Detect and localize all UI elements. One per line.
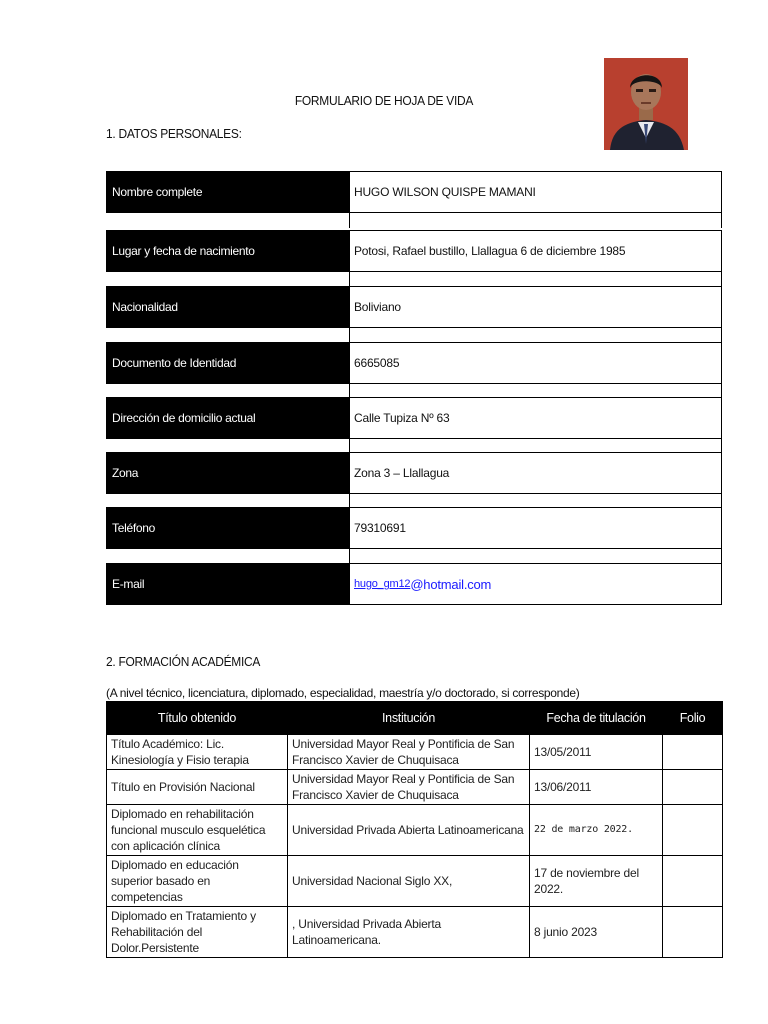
- table-row: [107, 856, 723, 907]
- cell-date: 22 de marzo 2022.: [530, 805, 663, 856]
- cell-date: 8 junio 2023: [530, 907, 663, 958]
- field-value: Calle Tupiza Nº 63: [349, 397, 722, 439]
- row-spacer: [349, 549, 722, 564]
- field-label: Nacionalidad: [106, 286, 349, 328]
- table-row: [107, 770, 723, 805]
- cell-date: 13/05/2011: [530, 735, 663, 770]
- document-title: FORMULARIO DE HOJA DE VIDA: [294, 93, 474, 108]
- cell-date: 13/06/2011: [530, 770, 663, 805]
- field-value: Potosi, Rafael bustillo, Llallagua 6 de diciembre 1985: [349, 230, 722, 272]
- cell-date: 17 de noviembre del 2022.: [530, 856, 663, 907]
- cell-folio: [663, 735, 723, 770]
- cell-folio: [663, 856, 723, 907]
- personal-row-zone: [106, 452, 722, 494]
- table-header-row: [107, 702, 723, 735]
- personal-row-nationality: [106, 286, 722, 328]
- personal-row-address: [106, 397, 722, 439]
- academic-table: [106, 701, 723, 958]
- personal-row-phone: [106, 507, 722, 549]
- cell-institution: Universidad Mayor Real y Pontificia de San Francisco Xavier de Chuquisaca: [288, 735, 530, 770]
- personal-row-birth: [106, 230, 722, 272]
- field-label: Documento de Identidad: [106, 342, 349, 384]
- field-label: Nombre complete: [106, 171, 349, 213]
- cell-title: Diplomado en educación superior basado en competencias: [107, 856, 288, 907]
- row-spacer: [349, 272, 722, 287]
- table-row: [107, 805, 723, 856]
- row-spacer: [349, 213, 722, 228]
- table-row: [107, 907, 723, 958]
- cell-institution: , Universidad Privada Abierta Latinoamericana.: [288, 907, 530, 958]
- row-spacer: [349, 328, 722, 343]
- personal-row-name: [106, 171, 722, 213]
- section-personal-data-heading: [106, 126, 253, 141]
- academic-note: (A nivel técnico, licenciatura, diplomado, especialidad, maestría y/o doctorado, si corresponde): [106, 686, 580, 700]
- cell-institution: Universidad Nacional Siglo XX,: [288, 856, 530, 907]
- personal-row-id-document: [106, 342, 722, 384]
- cell-institution: Universidad Privada Abierta Latinoamericana: [288, 805, 530, 856]
- column-header-date: Fecha de titulación: [530, 702, 663, 735]
- cell-title: Título Académico: Lic. Kinesiología y Fisio terapia: [107, 735, 288, 770]
- cell-title: Diplomado en Tratamiento y Rehabilitación del Dolor.Persistente: [107, 907, 288, 958]
- cell-institution: Universidad Mayor Real y Pontificia de San Francisco Xavier de Chuquisaca: [288, 770, 530, 805]
- section-academic-text: 2. FORMACIÓN ACADÉMICA: [106, 654, 261, 669]
- column-header-title: Título obtenido: [107, 702, 288, 735]
- cell-folio: [663, 805, 723, 856]
- field-label: Zona: [106, 452, 349, 494]
- section-personal-data-text: 1. DATOS PERSONALES:: [106, 126, 242, 141]
- email-domain[interactable]: @hotmail.com: [410, 576, 492, 592]
- email-link[interactable]: hugo_gm12: [354, 578, 411, 590]
- field-label: Dirección de domicilio actual: [106, 397, 349, 439]
- field-value: 6665085: [349, 342, 722, 384]
- section-academic-heading: [106, 654, 273, 669]
- field-label: Teléfono: [106, 507, 349, 549]
- column-header-folio: Folio: [663, 702, 723, 735]
- cell-folio: [663, 907, 723, 958]
- cell-folio: [663, 770, 723, 805]
- field-value: HUGO WILSON QUISPE MAMANI: [349, 171, 722, 213]
- column-header-institution: Institución: [288, 702, 530, 735]
- table-row: [107, 735, 723, 770]
- personal-row-email: [106, 563, 722, 605]
- field-label: Lugar y fecha de nacimiento: [106, 230, 349, 272]
- field-label: E-mail: [106, 563, 349, 605]
- field-value: Zona 3 – Llallagua: [349, 452, 722, 494]
- email-value: [349, 563, 722, 605]
- field-value: 79310691: [349, 507, 722, 549]
- cell-title: Diplomado en rehabilitación funcional musculo esquelética con aplicación clínica: [107, 805, 288, 856]
- field-value: Boliviano: [349, 286, 722, 328]
- cell-title: Título en Provisión Nacional: [107, 770, 288, 805]
